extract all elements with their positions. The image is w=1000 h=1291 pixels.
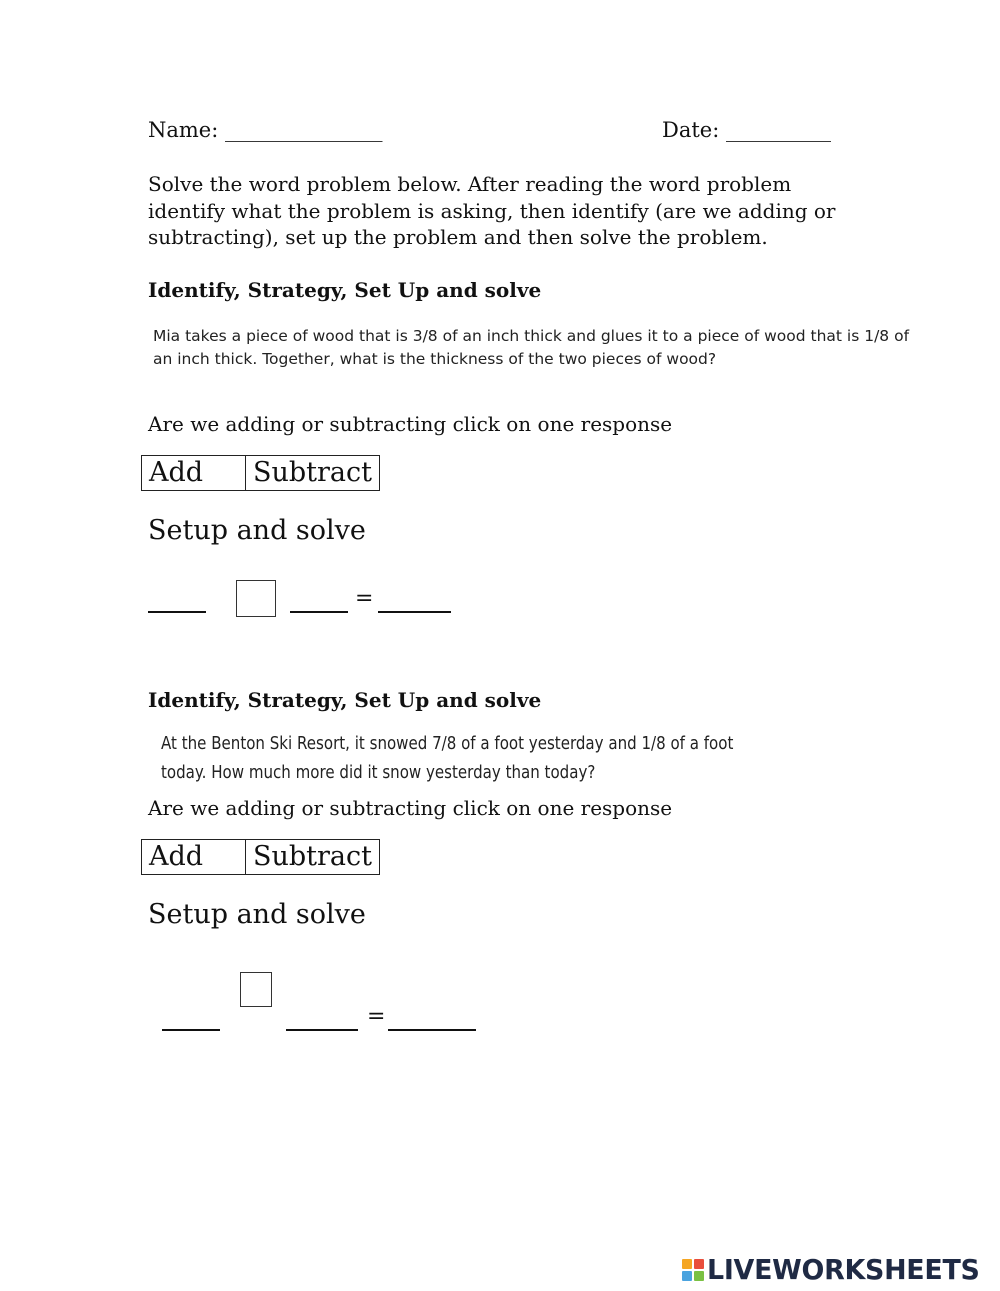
problem-2-first-number-blank[interactable]	[162, 1029, 220, 1031]
problem-2-text: At the Benton Ski Resort, it snowed 7/8 of a foot yesterday and 1/8 of a foot today. How much more did it snow yesterday than today?	[161, 734, 734, 783]
instructions-text: Solve the word problem below. After reading the word problem identify what the problem is asking, then identify (are we adding or subtracting), set up the problem and then solve the problem.	[148, 172, 836, 249]
logo-squares-icon	[682, 1259, 704, 1281]
problem-1-question: Are we adding or subtracting click on one response	[148, 412, 673, 436]
problem-1-heading: Identify, Strategy, Set Up and solve	[148, 278, 542, 302]
problem-2-second-number-blank[interactable]	[286, 1029, 358, 1031]
problem-1-equals-sign: =	[355, 586, 374, 611]
problem-2-operator-box[interactable]	[240, 972, 272, 1007]
logo-square-2	[694, 1259, 704, 1269]
problem-1-second-number-blank[interactable]	[290, 611, 348, 613]
problem-2-setup-label: Setup and solve	[148, 899, 366, 930]
problem-2-choice-table	[141, 839, 380, 875]
logo-square-4	[694, 1271, 704, 1281]
problem-2-add-choice[interactable]: Add	[142, 840, 246, 875]
problem-2-subtract-choice[interactable]: Subtract	[246, 840, 380, 875]
logo-square-1	[682, 1259, 692, 1269]
problem-1-setup-label: Setup and solve	[148, 515, 366, 546]
problem-1-text: Mia takes a piece of wood that is 3/8 of an inch thick and glues it to a piece of wood that is 1/8 of an inch thick. Together, what is the thickness of the two pieces of wood?	[153, 327, 910, 368]
liveworksheets-logo	[682, 1253, 991, 1286]
problem-1-first-number-blank[interactable]	[148, 611, 206, 613]
problem-1-answer-blank[interactable]	[378, 611, 451, 613]
logo-square-3	[682, 1271, 692, 1281]
problem-2-question: Are we adding or subtracting click on one response	[148, 796, 673, 820]
name-field-label: Name: _______________	[148, 118, 383, 142]
problem-1-add-choice[interactable]: Add	[142, 456, 246, 491]
date-field-label: Date: __________	[662, 118, 831, 142]
problem-1-choice-table	[141, 455, 380, 491]
problem-2-heading: Identify, Strategy, Set Up and solve	[148, 688, 542, 712]
problem-1-subtract-choice[interactable]: Subtract	[246, 456, 380, 491]
problem-1-operator-box[interactable]	[236, 580, 276, 617]
logo-text: LIVEWORKSHEETS	[707, 1253, 980, 1286]
problem-2-answer-blank[interactable]	[388, 1029, 476, 1031]
problem-2-equals-sign: =	[367, 1004, 386, 1029]
